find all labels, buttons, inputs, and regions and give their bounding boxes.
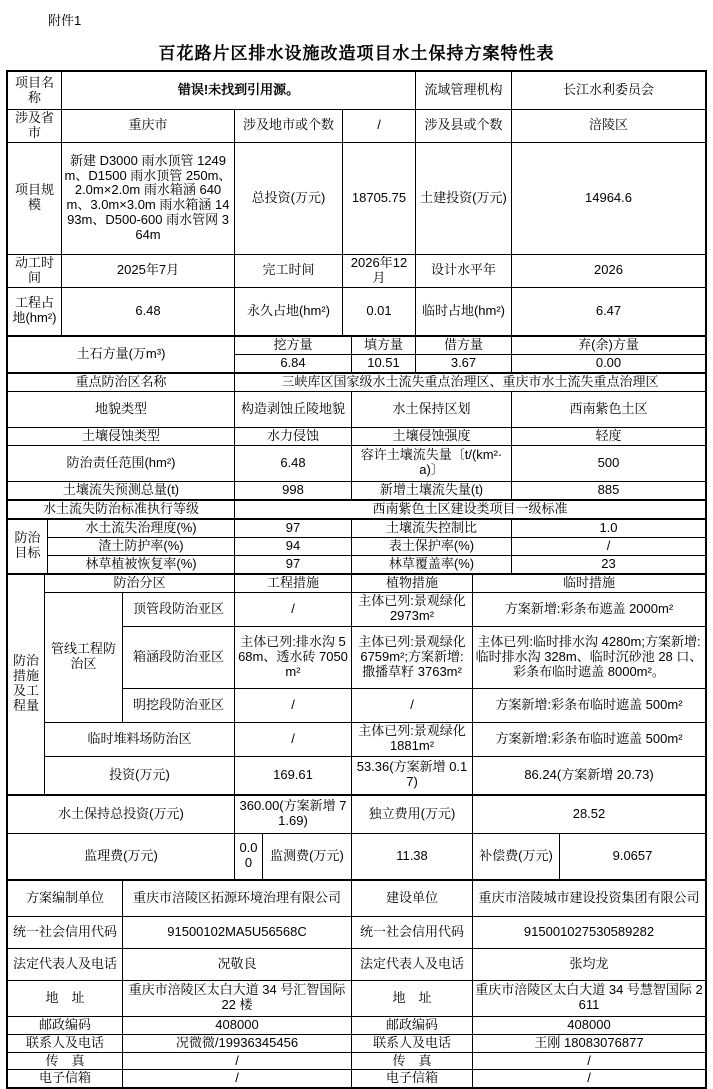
target-loss-ratio-value: 1.0	[512, 520, 705, 538]
new-loss-value: 885	[512, 482, 705, 500]
standard-value: 西南紫色土区建设类项目一级标准	[235, 501, 705, 519]
measures-header-zone: 防治分区	[45, 575, 235, 593]
owner-fax-label: 传 真	[352, 1053, 473, 1071]
counties-value: 涪陵区	[512, 110, 705, 143]
start-date-label: 动工时间	[8, 255, 62, 288]
target-coverage-value: 23	[512, 556, 705, 574]
pipeline-zone-label: 管线工程防治区	[45, 593, 123, 723]
supervision-fee-label: 监理费(万元)	[8, 834, 235, 880]
owner-postal-value: 408000	[473, 1017, 705, 1035]
measures-row-jacking	[123, 593, 705, 627]
row-erosion-type	[8, 428, 705, 446]
erosion-type-label: 土壤侵蚀类型	[8, 428, 235, 446]
civil-investment-value: 14964.6	[512, 143, 705, 255]
targets-row-1	[48, 520, 705, 538]
designer-email-value: /	[123, 1070, 352, 1087]
owner-address-value: 重庆市涪陵区太白大道 34 号慧智国际 2611	[473, 981, 705, 1017]
row-total-cost	[8, 795, 705, 834]
group-pipeline-zone	[45, 593, 705, 723]
targets-row-3	[48, 556, 705, 574]
total-investment-label: 总投资(万元)	[235, 143, 343, 255]
pipeline-subgrid	[123, 593, 705, 723]
target-topsoil-label: 表土保护率(%)	[352, 538, 512, 556]
erosion-intensity-label: 土壤侵蚀强度	[352, 428, 512, 446]
stockpile-plant: 主体已列:景观绿化 1881m²	[352, 723, 473, 757]
row-address	[8, 981, 705, 1017]
earthwork-header-fill: 填方量	[352, 337, 416, 355]
region-label: 水土保持区划	[352, 392, 512, 428]
designer-legal-rep-value: 况敬良	[123, 949, 352, 981]
earthwork-values	[235, 355, 705, 373]
basin-agency-label: 流域管理机构	[416, 72, 512, 110]
row-earthwork	[8, 336, 705, 373]
row-fax	[8, 1053, 705, 1071]
province-value: 重庆市	[62, 110, 235, 143]
end-date-label: 完工时间	[235, 255, 343, 288]
open-cut-zone-label: 明挖段防治亚区	[123, 689, 235, 723]
supervision-fee-value: 0.00	[235, 834, 263, 880]
target-topsoil-value: /	[512, 538, 705, 556]
earthwork-header-borrow: 借方量	[416, 337, 512, 355]
open-cut-engineering: /	[235, 689, 352, 723]
target-spoil-protection-label: 渣土防护率(%)	[48, 538, 235, 556]
earthwork-value-borrow: 3.67	[416, 355, 512, 373]
owner-legal-rep-value: 张均龙	[473, 949, 705, 981]
owner-postal-label: 邮政编码	[352, 1017, 473, 1035]
target-spoil-protection-value: 94	[235, 538, 352, 556]
target-vegetation-label: 林草植被恢复率(%)	[48, 556, 235, 574]
measures-header-temporary: 临时措施	[473, 575, 705, 593]
row-responsibility	[8, 446, 705, 482]
earthwork-value-spoil: 0.00	[512, 355, 705, 373]
row-land-area	[8, 288, 705, 336]
total-investment-value: 18705.75	[343, 143, 416, 255]
landform-label: 地貌类型	[8, 392, 235, 428]
designer-credit-code-label: 统一社会信用代码	[8, 917, 123, 949]
earthwork-grid	[235, 337, 705, 373]
earthwork-header-dig: 挖方量	[235, 337, 352, 355]
open-cut-temporary: 方案新增:彩条布临时遮盖 500m²	[473, 689, 705, 723]
culvert-engineering: 主体已列:排水沟 568m、透水砖 7050m²	[235, 627, 352, 689]
monitoring-fee-value: 11.38	[352, 834, 473, 880]
target-vegetation-value: 97	[235, 556, 352, 574]
compensation-fee-label: 补偿费(万元)	[473, 834, 560, 880]
owner-label: 建设单位	[352, 881, 473, 917]
designer-postal-value: 408000	[123, 1017, 352, 1035]
designer-contact-value: 况微微/19936345456	[123, 1035, 352, 1053]
project-area-value: 6.48	[62, 288, 235, 336]
stockpile-engineering: /	[235, 723, 352, 757]
new-loss-label: 新增土壤流失量(t)	[352, 482, 512, 500]
designer-label: 方案编制单位	[8, 881, 123, 917]
row-email	[8, 1070, 705, 1087]
designer-fax-value: /	[123, 1053, 352, 1071]
measures-row-investment	[45, 757, 705, 795]
stockpile-temporary: 方案新增:彩条布临时遮盖 500m²	[473, 723, 705, 757]
owner-email-label: 电子信箱	[352, 1070, 473, 1087]
temporary-area-value: 6.47	[512, 288, 705, 336]
owner-value: 重庆市涪陵城市建设投资集团有限公司	[473, 881, 705, 917]
measures-investment-label: 投资(万元)	[45, 757, 235, 795]
earthwork-value-dig: 6.84	[235, 355, 352, 373]
project-name-value: 错误!未找到引用源。	[62, 72, 416, 110]
row-standard	[8, 500, 705, 519]
row-legal-rep	[8, 949, 705, 981]
row-dates	[8, 255, 705, 288]
row-project-name	[8, 72, 705, 110]
permanent-area-label: 永久占地(hm²)	[235, 288, 343, 336]
designer-address-value: 重庆市涪陵区太白大道 34 号汇智国际 22 楼	[123, 981, 352, 1017]
designer-email-label: 电子信箱	[8, 1070, 123, 1087]
open-cut-plant: /	[352, 689, 473, 723]
measures-header-plant: 植物措施	[352, 575, 473, 593]
key-zone-value: 三峡库区国家级水土流失重点治理区、重庆市水土流失重点治理区	[235, 374, 705, 392]
project-name-label: 项目名称	[8, 72, 62, 110]
measures-investment-temporary: 86.24(方案新增 20.73)	[473, 757, 705, 795]
basin-agency-value: 长江水利委员会	[512, 72, 705, 110]
targets-label: 防治目标	[8, 520, 48, 574]
temporary-area-label: 临时占地(hm²)	[416, 288, 512, 336]
owner-credit-code-label: 统一社会信用代码	[352, 917, 473, 949]
allowable-loss-label: 容许土壤流失量〔t/(km²·a)〕	[352, 446, 512, 482]
allowable-loss-value: 500	[512, 446, 705, 482]
designer-fax-label: 传 真	[8, 1053, 123, 1071]
measures-investment-engineering: 169.61	[235, 757, 352, 795]
designer-value: 重庆市涪陵区拓源环境治理有限公司	[123, 881, 352, 917]
responsibility-value: 6.48	[235, 446, 352, 482]
project-area-label: 工程占地(hm²)	[8, 288, 62, 336]
target-loss-ratio-label: 土壤流失控制比	[352, 520, 512, 538]
row-credit-code	[8, 917, 705, 949]
earthwork-headers	[235, 337, 705, 355]
measures-label: 防治措施及工程量	[8, 575, 45, 795]
scale-value: 新建 D3000 雨水顶管 1249m、D1500 雨水顶管 250m、2.0m×2.0m 雨水箱涵 640m、3.0m×3.0m 雨水箱涵 1493m、D500-600 雨水管网 364m	[62, 143, 235, 255]
target-coverage-label: 林草覆盖率(%)	[352, 556, 512, 574]
row-units	[8, 880, 705, 917]
attachment-label: 附件1	[48, 13, 82, 28]
culvert-temporary: 主体已列:临时排水沟 4280m;方案新增:临时排水沟 328m、临时沉砂池 28 口、彩条布临时遮盖 8000m²。	[473, 627, 705, 689]
erosion-type-value: 水力侵蚀	[235, 428, 352, 446]
scale-label: 项目规模	[8, 143, 62, 255]
earthwork-value-fill: 10.51	[352, 355, 416, 373]
target-control-degree-value: 97	[235, 520, 352, 538]
designer-postal-label: 邮政编码	[8, 1017, 123, 1035]
cities-label: 涉及地市或个数	[235, 110, 343, 143]
measures-row-culvert	[123, 627, 705, 689]
civil-investment-label: 土建投资(万元)	[416, 143, 512, 255]
monitoring-fee-label: 监测费(万元)	[263, 834, 352, 880]
erosion-intensity-value: 轻度	[512, 428, 705, 446]
province-label: 涉及省市	[8, 110, 62, 143]
group-targets	[8, 519, 705, 574]
owner-credit-code-value: 915001027530589282	[473, 917, 705, 949]
landform-value: 构造剥蚀丘陵地貌	[235, 392, 352, 428]
row-key-zone	[8, 373, 705, 392]
owner-email-value: /	[587, 1070, 591, 1086]
targets-grid	[48, 520, 705, 574]
owner-legal-rep-label: 法定代表人及电话	[352, 949, 473, 981]
key-zone-label: 重点防治区名称	[8, 374, 235, 392]
earthwork-header-spoil: 弃(余)方量	[512, 337, 705, 355]
jacking-engineering: /	[235, 593, 352, 627]
predicted-loss-label: 土壤流失预测总量(t)	[8, 482, 235, 500]
row-province	[8, 110, 705, 143]
owner-contact-value: 王刚 18083076877	[473, 1035, 705, 1053]
total-cost-label: 水土保持总投资(万元)	[8, 796, 235, 834]
permanent-area-value: 0.01	[343, 288, 416, 336]
measures-investment-plant: 53.36(方案新增 0.17)	[352, 757, 473, 795]
counties-label: 涉及县或个数	[416, 110, 512, 143]
responsibility-label: 防治责任范围(hm²)	[8, 446, 235, 482]
measures-row-open-cut	[123, 689, 705, 723]
independent-cost-value: 28.52	[473, 796, 705, 834]
owner-address-label: 地 址	[352, 981, 473, 1017]
row-landform	[8, 392, 705, 428]
designer-legal-rep-label: 法定代表人及电话	[8, 949, 123, 981]
earthwork-label: 土石方量(万m³)	[8, 337, 235, 373]
owner-fax-value: /	[473, 1053, 705, 1071]
target-control-degree-label: 水土流失治理度(%)	[48, 520, 235, 538]
predicted-loss-value: 998	[235, 482, 352, 500]
row-scale	[8, 143, 705, 255]
characteristics-table	[6, 70, 707, 1089]
region-value: 西南紫色土区	[512, 392, 705, 428]
designer-credit-code-value: 91500102MA5U56568C	[123, 917, 352, 949]
jacking-plant: 主体已列:景观绿化 2973m²	[352, 593, 473, 627]
designer-address-label: 地 址	[8, 981, 123, 1017]
standard-label: 水土流失防治标准执行等级	[8, 501, 235, 519]
row-predicted-loss	[8, 482, 705, 500]
row-postal-code	[8, 1017, 705, 1035]
design-year-label: 设计水平年	[416, 255, 512, 288]
independent-cost-label: 独立费用(万元)	[352, 796, 473, 834]
measures-headers	[45, 575, 705, 593]
measures-grid	[45, 575, 705, 795]
page-title: 百花路片区排水设施改造项目水土保持方案特性表	[158, 44, 555, 63]
jacking-zone-label: 顶管段防治亚区	[123, 593, 235, 627]
owner-contact-label: 联系人及电话	[352, 1035, 473, 1053]
compensation-fee-value: 9.0657	[560, 834, 705, 880]
measures-row-stockpile	[45, 723, 705, 757]
total-cost-value: 360.00(方案新增 71.69)	[235, 796, 352, 834]
start-date-value: 2025年7月	[62, 255, 235, 288]
designer-contact-label: 联系人及电话	[8, 1035, 123, 1053]
culvert-zone-label: 箱涵段防治亚区	[123, 627, 235, 689]
cities-value: /	[343, 110, 416, 143]
design-year-value: 2026	[512, 255, 705, 288]
stockpile-zone-label: 临时堆料场防治区	[45, 723, 235, 757]
measures-header-engineering: 工程措施	[235, 575, 352, 593]
group-measures	[8, 574, 705, 795]
targets-row-2	[48, 538, 705, 556]
end-date-value: 2026年12月	[343, 255, 416, 288]
jacking-temporary: 方案新增:彩条布遮盖 2000m²	[473, 593, 705, 627]
row-fees	[8, 834, 705, 880]
culvert-plant: 主体已列:景观绿化 6759m²;方案新增:撒播草籽 3763m²	[352, 627, 473, 689]
